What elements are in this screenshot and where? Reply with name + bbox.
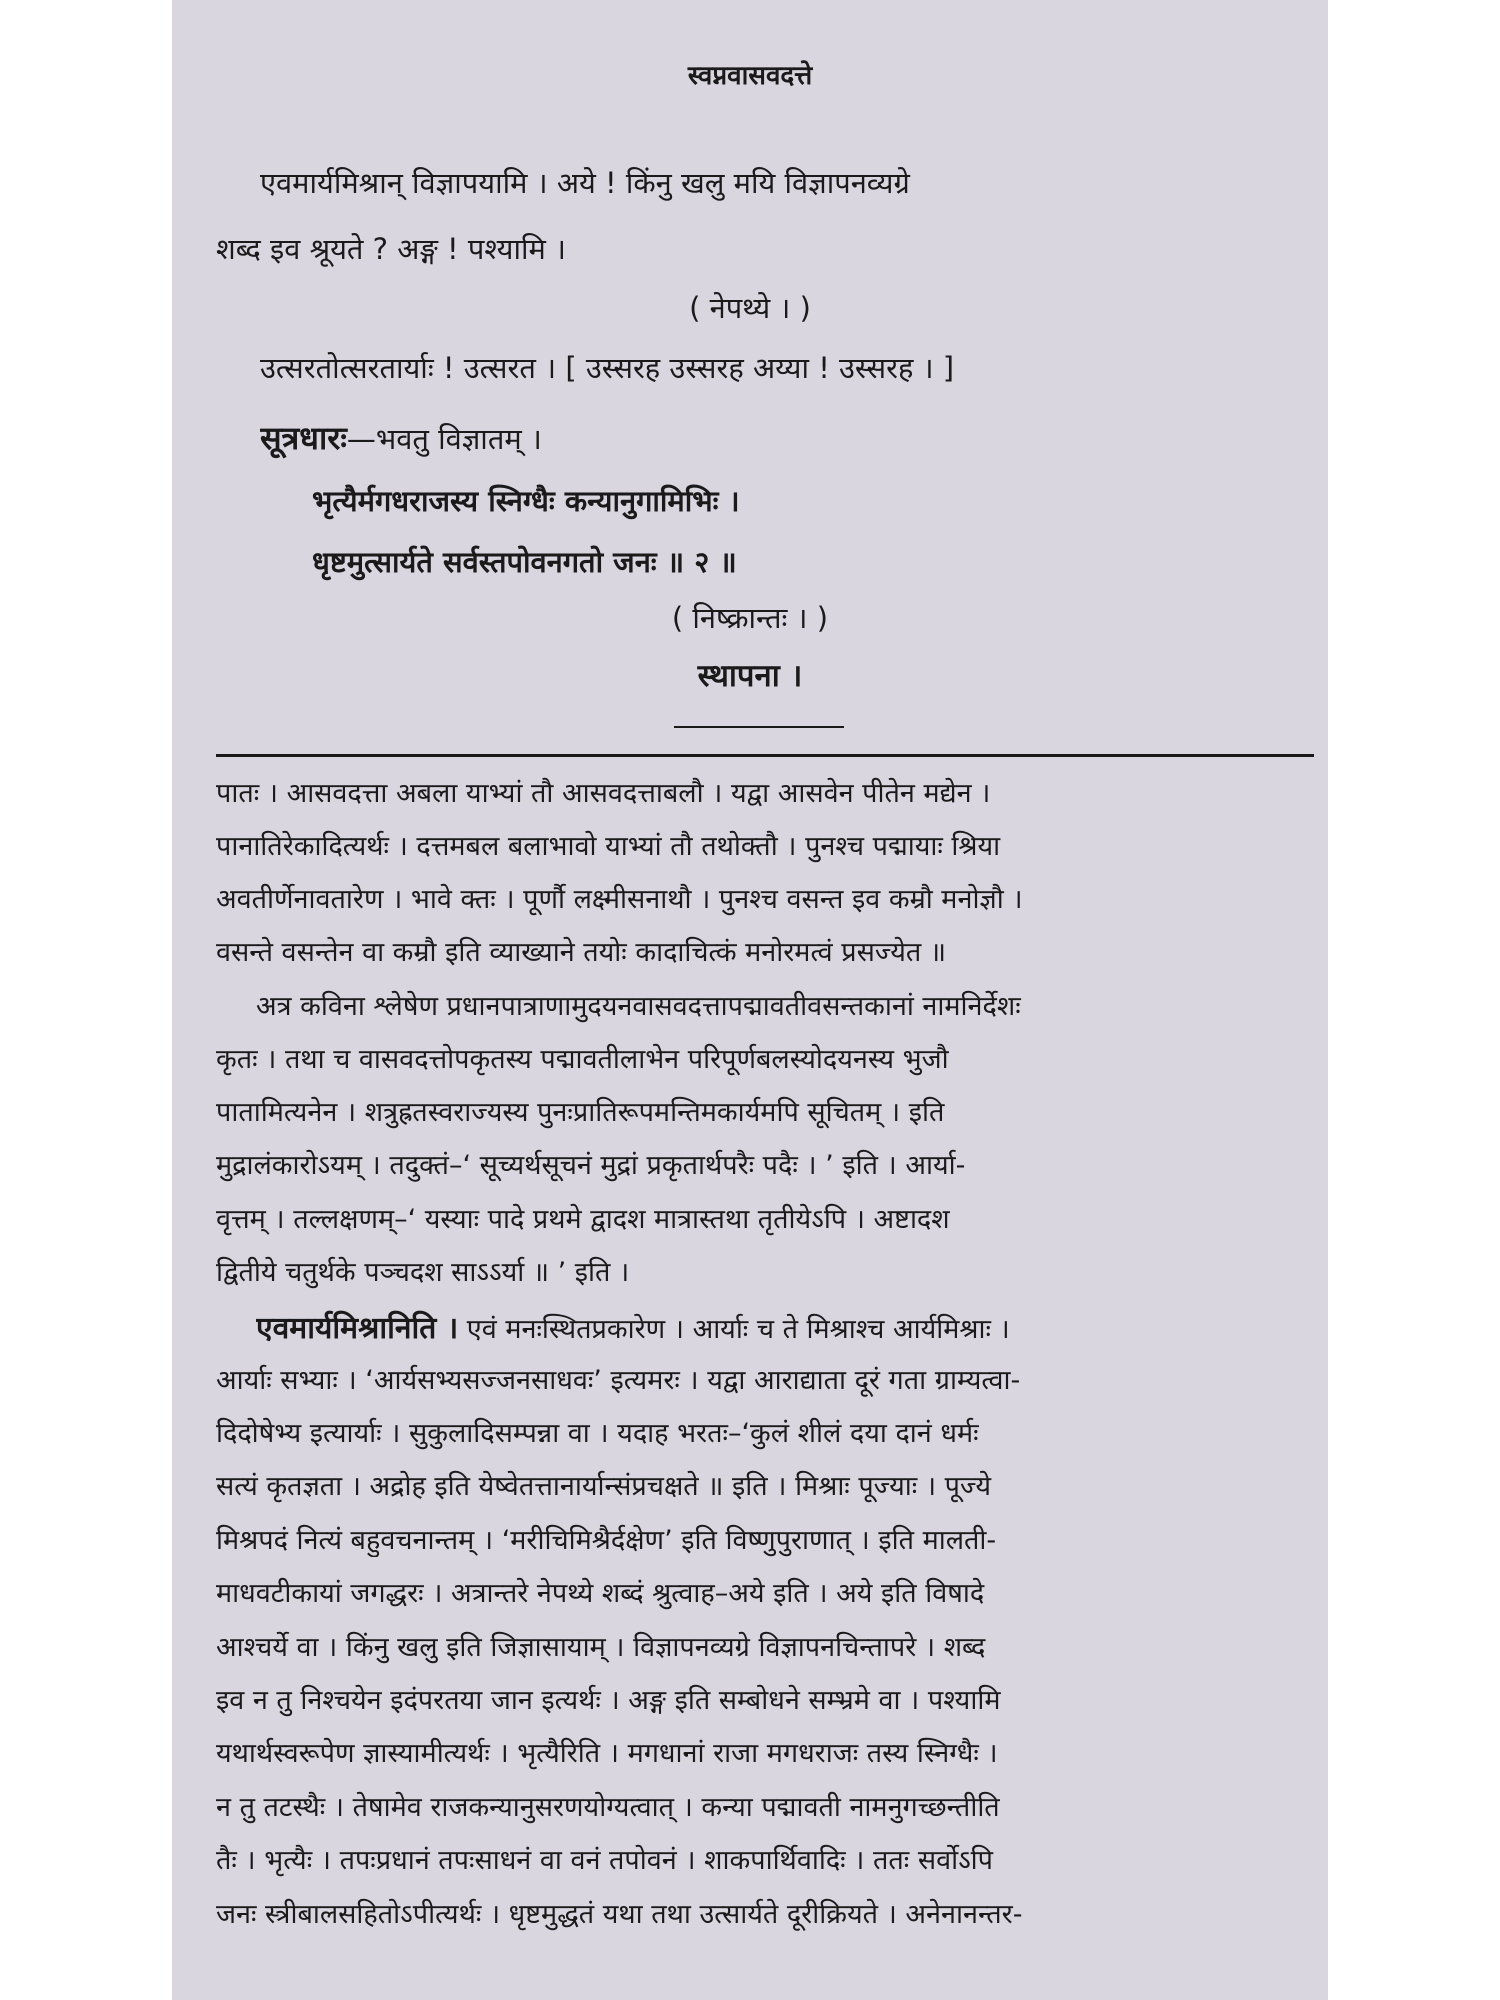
commentary-lead-line [256,1306,1314,1347]
commentary-line: द्वितीये चतुर्थके पञ्चदश साऽऽर्या ॥ ’ इति । [216,1257,630,1288]
commentary-line: तैः । भृत्यैः । तपःप्रधानं तपःसाधनं वा वनं तपोवनं । शाकपार्थिवादिः । ततः सर्वोऽपि [216,1845,994,1876]
commentary-line: वृत्तम् । तल्लक्षणम्–‘ यस्याः पादे प्रथमे द्वादश मात्रास्तथा तृतीयेऽपि । अष्टादश [216,1204,950,1235]
commentary-line: माधवटीकायां जगद्धरः । अत्रान्तरे नेपथ्ये शब्दं श्रुत्वाह–अये इति । अये इति विषादे [216,1578,985,1609]
commentary-line: कृतः । तथा च वासवदत्तोपकृतस्य पद्मावतीलाभेन परिपूर्णबलस्योदयनस्य भुजौ [216,1044,949,1075]
speaker-text: —भवतु विज्ञातम् । [346,422,542,456]
speaker-name: सूत्रधारः [260,419,347,457]
section-title-sthapana: स्थापना । [697,658,803,694]
commentary-line: वसन्ते वसन्तेन वा कम्रौ इति व्याख्याने तयोः कादाचित्कं मनोरमत्वं प्रसज्येत ॥ [216,937,947,968]
verse-line-3: उत्सरतोत्सरतार्याः ! उत्सरत । [ उस्सरह उस्सरह अय्या ! उस्सरह । ] [260,351,955,385]
footnote-divider [216,754,1314,757]
stage-direction-exit: ( निष्क्रान्तः । ) [671,601,829,635]
lemma-gloss: एवं मनःस्थितप्रकारेण । आर्याः च ते मिश्राश्च आर्यमिश्राः । [458,1314,1010,1345]
lemma-keyword: एवमार्यमिश्रानिति । [256,1311,459,1346]
commentary-line: आर्याः सभ्याः । ‘आर्यसभ्यसज्जनसाधवः’ इत्यमरः । यद्वा आराद्याता दूरं गता ग्राम्यत्वा- [216,1365,1021,1396]
book-page [172,0,1328,2000]
commentary-line: जनः स्त्रीबालसहितोऽपीत्यर्थः । धृष्टमुद्धतं यथा तथा उत्सार्यते दूरीक्रियते । अनेनानन्तर- [216,1899,1023,1930]
commentary-line: पातः । आसवदत्ता अबला याभ्यां तौ आसवदत्ताबलौ । यद्वा आसवेन पीतेन मद्येन । [216,778,991,809]
sutradhara-line [260,416,1310,459]
commentary-line: अत्र कविना श्लेषेण प्रधानपात्राणामुदयनवासवदत्तापद्मावतीवसन्तकानां नामनिर्देशः [256,991,1021,1022]
short-divider [674,726,844,728]
commentary-line: अवतीर्णेनावतारेण । भावे क्तः । पूर्णौ लक्ष्मीसनाथौ । पुनश्च वसन्त इव कम्रौ मनोज्ञौ । [216,884,1023,915]
commentary-line: पानातिरेकादित्यर्थः । दत्तमबल बलाभावो याभ्यां तौ तथोक्तौ । पुनश्च पद्मायाः श्रिया [216,831,1001,862]
commentary-line: मुद्रालंकारोऽयम् । तदुक्तं–‘ सूच्यर्थसूचनं मुद्रां प्रकृतार्थपरैः पदैः । ’ इति । आर्या- [216,1150,966,1181]
verse-line-1: एवमार्यमिश्रान् विज्ञापयामि । अये ! किंनु खलु मयि विज्ञापनव्यग्रे [260,166,910,200]
commentary-line: आश्चर्ये वा । किंनु खलु इति जिज्ञासायाम् । विज्ञापनव्यग्रे विज्ञापनचिन्तापरे । शब्द [216,1632,986,1663]
sloka-line-2: धृष्टमुत्सार्यते सर्वस्तपोवनगतो जनः ॥ २ ॥ [312,545,737,579]
commentary-line: पातामित्यनेन । शत्रुह्रतस्वराज्यस्य पुनःप्रातिरूपमन्तिमकार्यमपि सूचितम् । इति [216,1097,945,1128]
commentary-line: मिश्रपदं नित्यं बहुवचनान्तम् । ‘मरीचिमिश्रैर्दक्षेण’ इति विष्णुपुराणात् । इति मालती- [216,1525,997,1556]
commentary-line: दिदोषेभ्य इत्यार्याः । सुकुलादिसम्पन्ना वा । यदाह भरतः–‘कुलं शीलं दया दानं धर्मः [216,1418,979,1449]
sloka-line-1: भृत्यैर्मगधराजस्य स्निग्धैः कन्यानुगामिभिः । [312,484,740,518]
commentary-line: इव न तु निश्चयेन इदंपरतया जान इत्यर्थः । अङ्ग इति सम्बोधने सम्भ्रमे वा । पश्यामि [216,1685,1001,1716]
commentary-line: न तु तटस्थैः । तेषामेव राजकन्यानुसरणयोग्यत्वात् । कन्या पद्मावती नामनुगच्छन्तीति [216,1792,1000,1823]
verse-line-2: शब्द इव श्रूयते ? अङ्ग ! पश्यामि । [216,232,567,266]
commentary-line: सत्यं कृतज्ञता । अद्रोह इति येष्वेतत्तानार्यान्संप्रचक्षते ॥ इति । मिश्राः पूज्याः । पूज्ये [216,1471,992,1502]
commentary-line: यथार्थस्वरूपेण ज्ञास्यामीत्यर्थः । भृत्यैरिति । मगधानां राजा मगधराजः तस्य स्निग्धैः । [216,1738,998,1769]
stage-direction-nepathye: ( नेपथ्ये । ) [689,291,811,325]
running-header: स्वप्नवासवदत्ते [687,61,813,91]
